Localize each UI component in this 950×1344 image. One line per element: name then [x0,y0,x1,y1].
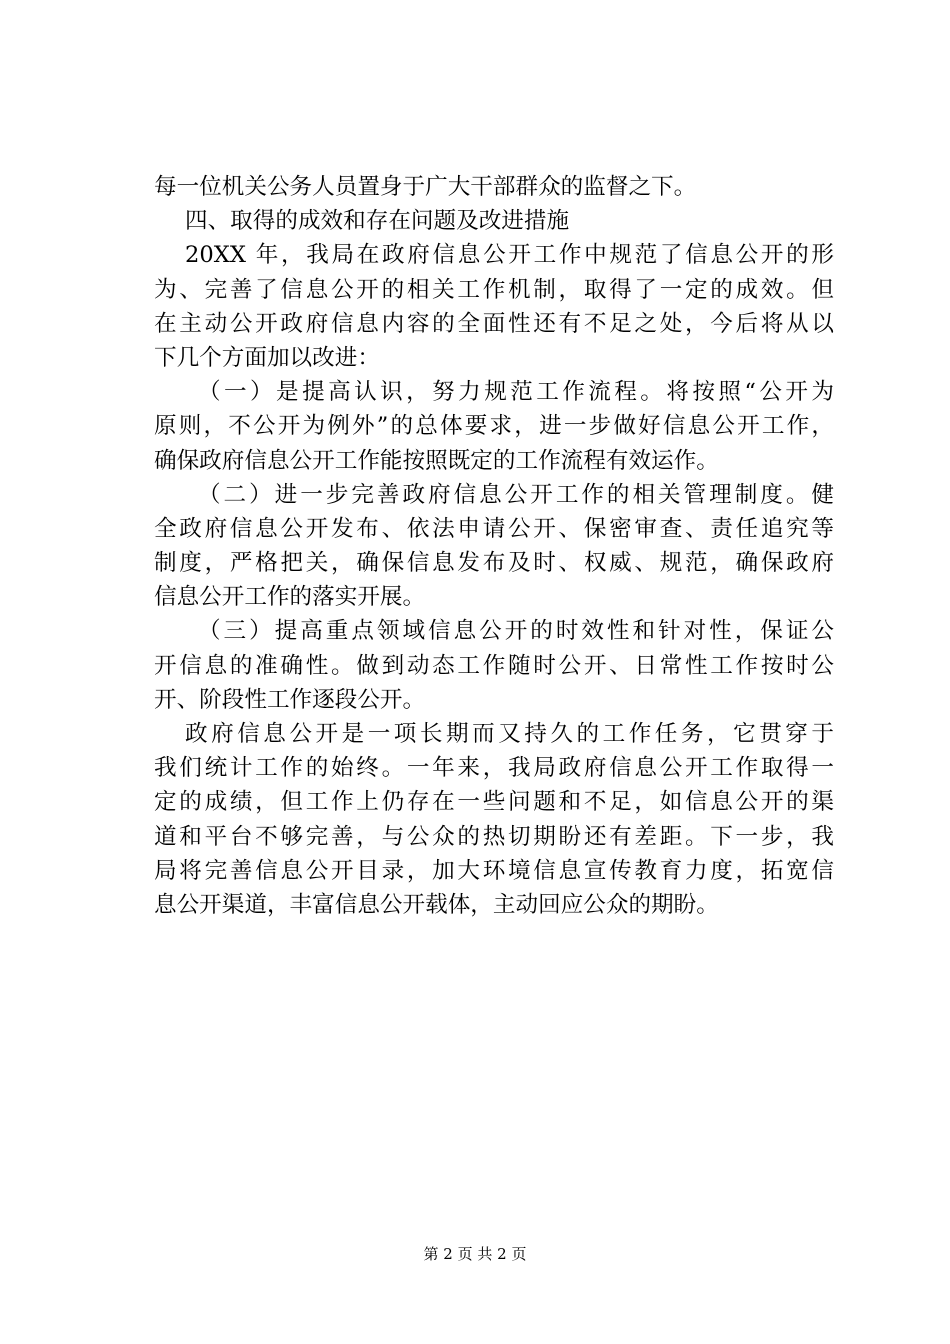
text-line: 我们统计工作的始终。一年来，我局政府信息公开工作取得一 [154,755,834,782]
text-line: （二）进一步完善政府信息公开工作的相关管理制度。健 [198,481,834,508]
text-line: 开、阶段性工作逐段公开。 [154,686,426,713]
text-line: 定的成绩，但工作上仍存在一些问题和不足，如信息公开的渠 [154,789,834,816]
text-line: 原则，不公开为例外”的总体要求，进一步做好信息公开工作， [154,413,834,440]
text-line: 开信息的准确性。做到动态工作随时公开、日常性工作按时公 [154,652,834,679]
text-line: 20XX 年，我局在政府信息公开工作中规范了信息公开的形 [185,242,834,269]
text-line: （一）是提高认识，努力规范工作流程。将按照“公开为 [198,379,834,406]
text-line: 道和平台不够完善，与公众的热切期盼还有差距。下一步，我 [154,823,834,850]
text-line: 在主动公开政府信息内容的全面性还有不足之处，今后将从以 [154,310,834,337]
text-line: 下几个方面加以改进： [154,344,380,371]
text-line: （三）提高重点领域信息公开的时效性和针对性，保证公 [198,618,834,645]
text-line: 局将完善信息公开目录，加大环境信息宣传教育力度，拓宽信 [154,857,834,884]
section-heading: 四、取得的成效和存在问题及改进措施 [185,208,570,235]
text-line: 每一位机关公务人员置身于广大干部群众的监督之下。 [154,174,697,200]
page-number-footer: 第 2 页 共 2 页 [423,1245,527,1263]
text-line: 制度，严格把关，确保信息发布及时、权威、规范，确保政府 [154,550,834,577]
text-line: 为、完善了信息公开的相关工作机制，取得了一定的成效。但 [154,276,834,303]
document-body [154,170,834,922]
text-line: 信息公开工作的落实开展。 [154,584,426,611]
text-line: 政府信息公开是一项长期而又持久的工作任务，它贯穿于 [185,721,834,747]
text-line: 确保政府信息公开工作能按照既定的工作流程有效运作。 [154,447,719,474]
text-line: 息公开渠道，丰富信息公开载体，主动回应公众的期盼。 [154,891,719,918]
text-line: 全政府信息公开发布、依法申请公开、保密审查、责任追究等 [154,515,834,542]
